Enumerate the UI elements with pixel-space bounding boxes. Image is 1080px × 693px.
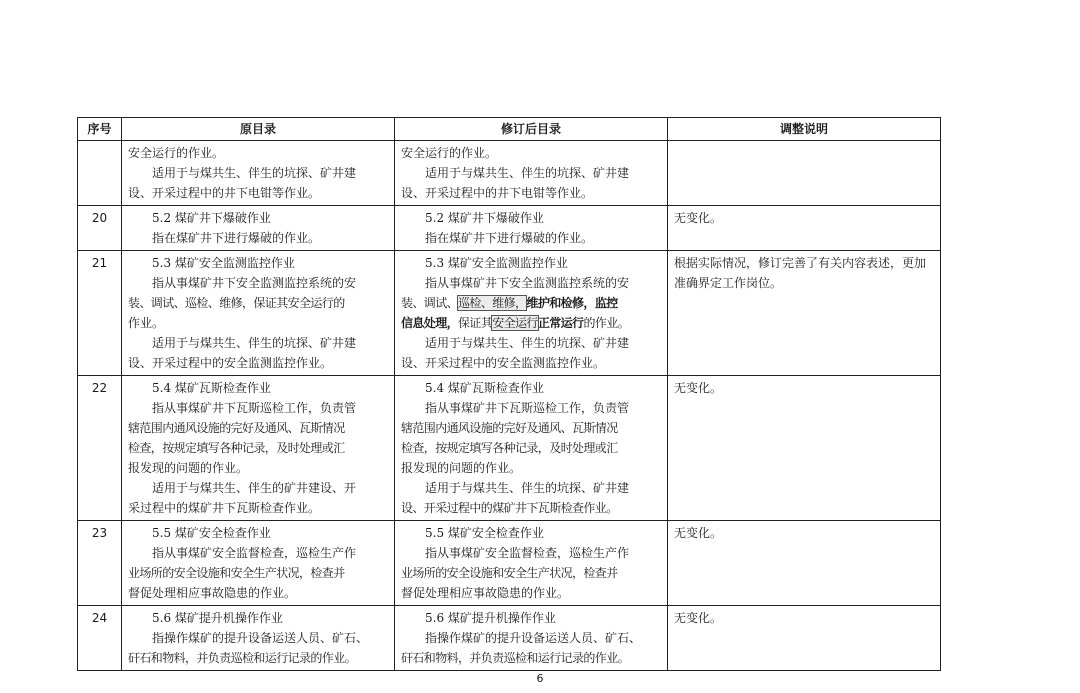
original-cell: 5.4 煤矿瓦斯检查作业 指从事煤矿井下瓦斯巡检工作，负责管 辖范围内通风设施的完好及通风、瓦斯情况 检查，按规定填写各种记录，及时处理或汇 报发现的问题的作业。 适用于与煤共生、伴生的矿井建设、开 采过程中的煤矿井下瓦斯检查作业。 (122, 376, 395, 521)
revised-cell: 安全运行的作业。 适用于与煤共生、伴生的坑探、矿井建 设、开采过程中的井下电钳等作业。 (395, 141, 668, 206)
inserted-text: 正常运行 (537, 316, 584, 330)
header-seq: 序号 (78, 118, 122, 141)
row-number: 24 (78, 606, 122, 671)
revised-cell: 5.4 煤矿瓦斯检查作业 指从事煤矿井下瓦斯巡检工作，负责管 辖范围内通风设施的完好及通风、瓦斯情况 检查，按规定填写各种记录，及时处理或汇 报发现的问题的作业。 适用于与煤共生、伴生的坑探、矿井建 设、开采过程中的煤矿井下瓦斯检查作业。 (395, 376, 668, 521)
header-revised: 修订后目录 (395, 118, 668, 141)
highlighted-deletion: 巡检、维修， (458, 296, 527, 310)
table-row (78, 521, 941, 606)
note-cell: 无变化。 (668, 206, 941, 251)
row-number: 20 (78, 206, 122, 251)
original-cell: 5.3 煤矿安全监测监控作业 指从事煤矿井下安全监测监控系统的安 装、调试、巡检、维修，保证其安全运行的 作业。 适用于与煤共生、伴生的坑探、矿井建 设、开采过程中的安全监测监控作业。 (122, 251, 395, 376)
row-number: 22 (78, 376, 122, 521)
revised-cell: 5.6 煤矿提升机操作作业 指操作煤矿的提升设备运送人员、矿石、 矸石和物料，并负责巡检和运行记录的作业。 (395, 606, 668, 671)
inserted-text: 信息处理， (401, 316, 459, 330)
note-cell (668, 141, 941, 206)
revised-cell: 5.3 煤矿安全监测监控作业 指从事煤矿井下安全监测监控系统的安 装、调试、巡检、维修，维护和检修，监控 信息处理，保证其安全运行正常运行的作业。 适用于与煤共生、伴生的坑探、矿井建 设、开采过程中的安全监测监控作业。 (395, 251, 668, 376)
revised-cell: 5.5 煤矿安全检查作业 指从事煤矿安全监督检查，巡检生产作 业场所的安全设施和安全生产状况，检查并 督促处理相应事故隐患的作业。 (395, 521, 668, 606)
row-number: 23 (78, 521, 122, 606)
header-original: 原目录 (122, 118, 395, 141)
note-cell: 无变化。 (668, 606, 941, 671)
inserted-text: 维护和检修，监控 (526, 296, 618, 310)
table-row (78, 606, 941, 671)
table-row (78, 251, 941, 376)
table-row (78, 376, 941, 521)
original-cell: 5.5 煤矿安全检查作业 指从事煤矿安全监督检查，巡检生产作 业场所的安全设施和安全生产状况，检查并 督促处理相应事故隐患的作业。 (122, 521, 395, 606)
original-cell: 5.2 煤矿井下爆破作业 指在煤矿井下进行爆破的作业。 (122, 206, 395, 251)
table-header-row (78, 118, 941, 141)
table-row (78, 141, 941, 206)
header-note: 调整说明 (668, 118, 941, 141)
note-cell: 无变化。 (668, 376, 941, 521)
row-number (78, 141, 122, 206)
note-cell: 无变化。 (668, 521, 941, 606)
revised-cell: 5.2 煤矿井下爆破作业 指在煤矿井下进行爆破的作业。 (395, 206, 668, 251)
row-number: 21 (78, 251, 122, 376)
original-cell: 5.6 煤矿提升机操作作业 指操作煤矿的提升设备运送人员、矿石、 矸石和物料，并负责巡检和运行记录的作业。 (122, 606, 395, 671)
page-number: 6 (536, 672, 544, 685)
note-cell: 根据实际情况，修订完善了有关内容表述，更加准确界定工作岗位。 (668, 251, 941, 376)
catalog-comparison-table (77, 117, 941, 671)
highlighted-deletion: 安全运行 (492, 316, 538, 330)
original-cell: 安全运行的作业。 适用于与煤共生、伴生的坑探、矿井建 设、开采过程中的井下电钳等作业。 (122, 141, 395, 206)
table-row (78, 206, 941, 251)
